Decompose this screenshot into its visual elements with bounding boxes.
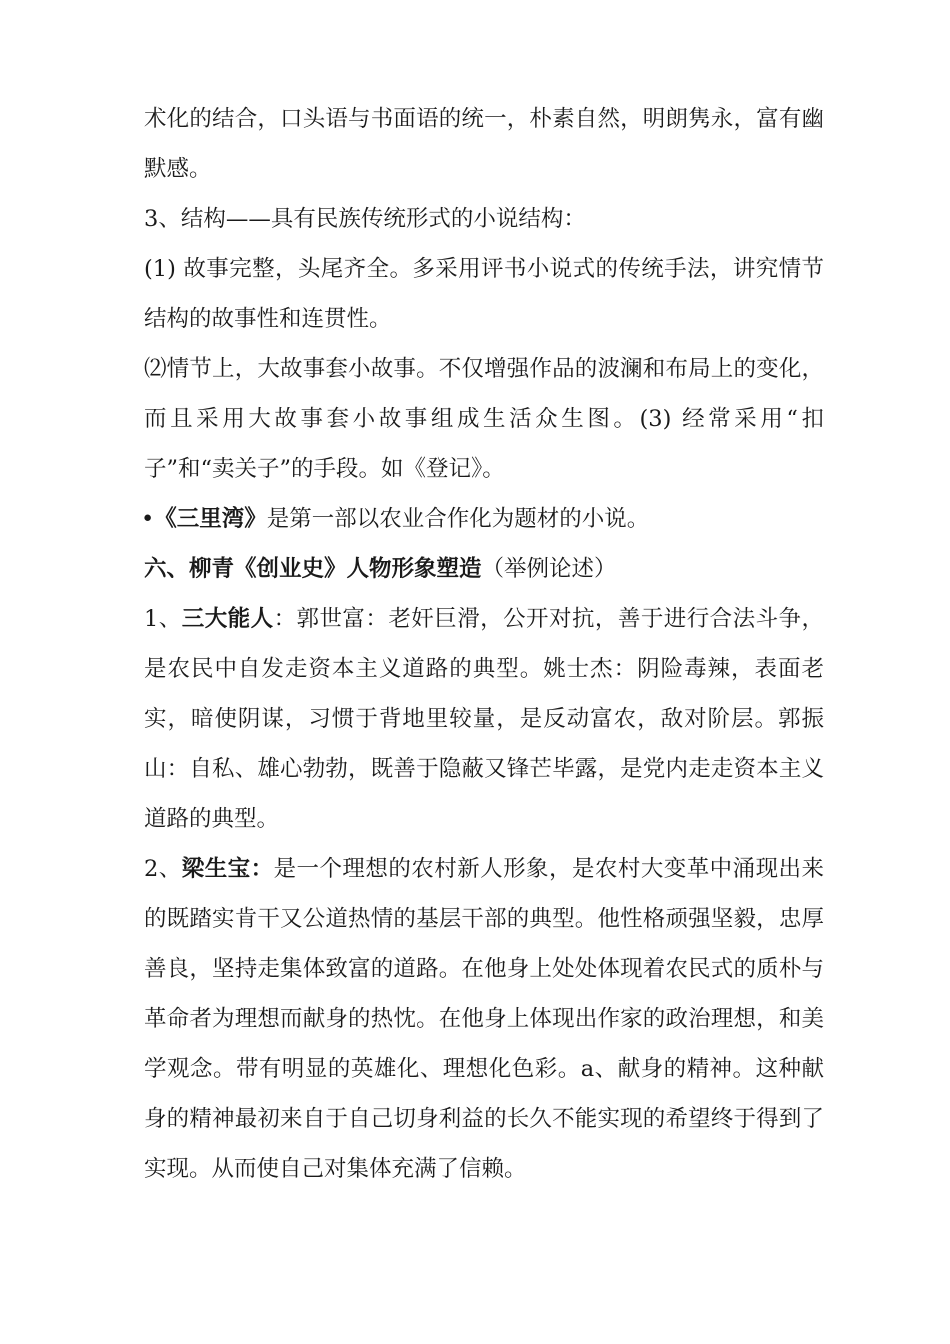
item-number: 2、 xyxy=(144,856,182,882)
paragraph-sanliwan xyxy=(141,494,824,544)
item-label: 梁生宝： xyxy=(181,856,274,882)
paragraph-language-style xyxy=(144,94,824,194)
book-title-sanliwan: 《三里湾》 xyxy=(154,506,267,532)
section-title: 六、柳青《创业史》人物形象塑造 xyxy=(144,556,482,582)
paragraph-text: (1) 故事完整，头尾齐全。多采用评书小说式的传统手法，讲究情节结构的故事性和连贯性。 xyxy=(144,256,824,332)
section-heading-six xyxy=(144,544,824,594)
paragraph-story-complete xyxy=(144,244,824,344)
document-body xyxy=(141,94,824,1194)
paragraph-structure-heading xyxy=(144,194,824,244)
item-label: 三大能人 xyxy=(181,606,274,632)
paragraph-text: 术化的结合，口头语与书面语的统一，朴素自然，明朗隽永，富有幽默感。 xyxy=(144,106,824,182)
paragraph-text: 3、结构——具有民族传统形式的小说结构： xyxy=(144,206,586,232)
paragraph-text: ：郭世富：老奸巨滑，公开对抗，善于进行合法斗争，是农民中自发走资本主义道路的典型。姚士杰：阴险毒辣，表面老实，暗使阴谋，习惯于背地里较量，是反动富农，敌对阶层。郭振山：自私、雄心勃勃，既善于隐蔽又锋芒毕露，是党内走走资本主义道路的典型。 xyxy=(144,606,824,832)
paragraph-text: 是第一部以农业合作化为题材的小说。 xyxy=(266,506,650,532)
paragraph-three-capable-men xyxy=(144,594,824,844)
bullet-dot: • xyxy=(141,506,155,532)
paragraph-text: ⑵情节上，大故事套小故事。不仅增强作品的波澜和布局上的变化，而且采用大故事套小故事组成生活众生图。(3) 经常采用“扣子”和“卖关子”的手段。如《登记》。 xyxy=(144,356,824,482)
paragraph-liang-shengbao xyxy=(144,844,824,1194)
paragraph-text: 是一个理想的农村新人形象，是农村大变革中涌现出来的既踏实肯干又公道热情的基层干部的典型。他性格顽强坚毅，忠厚善良，坚持走集体致富的道路。在他身上处处体现着农民式的质朴与革命者为理想而献身的热忱。在他身上体现出作家的政治理想，和美学观念。带有明显的英雄化、理想化色彩。a、献身的精神。这种献身的精神最初来自于自己切身利益的长久不能实现的希望终于得到了实现。从而使自己对集体充满了信赖。 xyxy=(144,856,824,1182)
item-number: 1、 xyxy=(144,606,182,632)
paragraph-plot-nesting xyxy=(144,344,824,494)
section-note: （举例论述） xyxy=(481,556,617,582)
